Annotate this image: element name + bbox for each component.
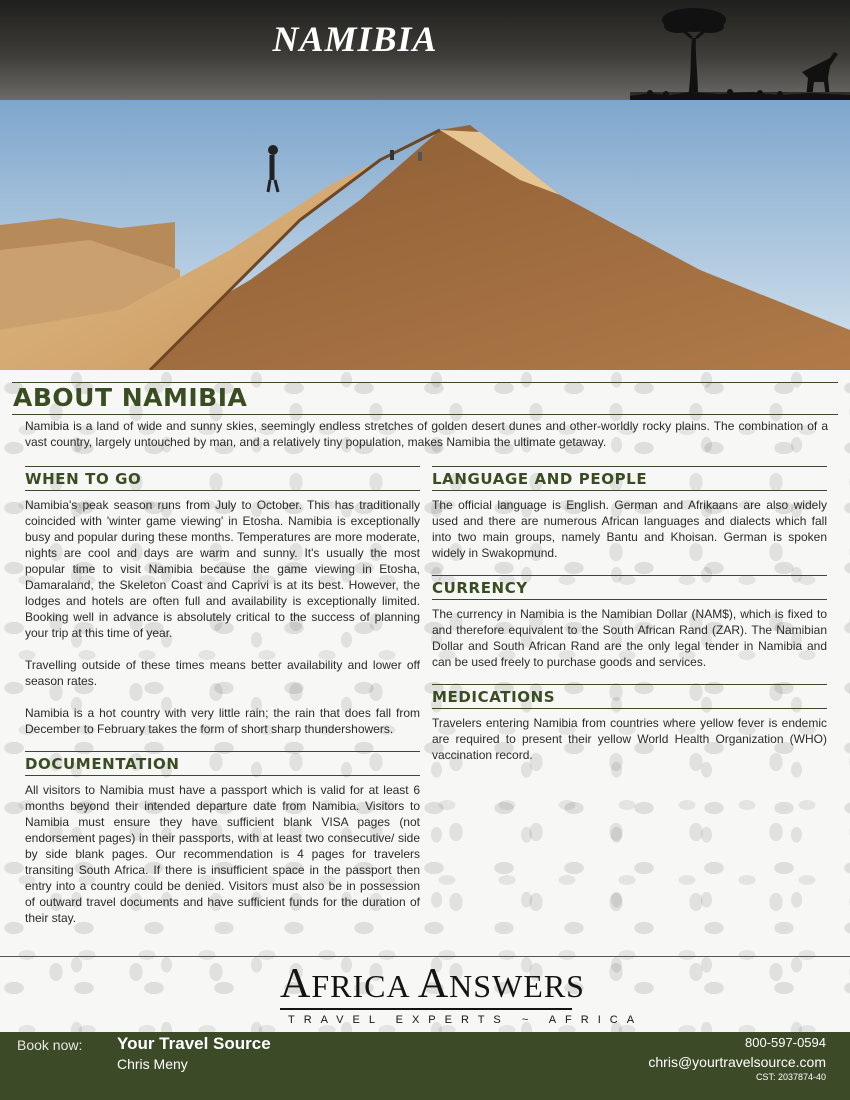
agent-name: Chris Meny [117, 1056, 188, 1072]
phone-number[interactable]: 800-597-0594 [745, 1035, 826, 1050]
about-heading: ABOUT NAMIBIA [13, 383, 248, 412]
currency-heading: CURRENCY [432, 575, 827, 600]
dune-illustration [0, 100, 850, 370]
divider [0, 956, 850, 957]
acacia-giraffe-silhouette-icon [630, 0, 850, 100]
agency-name: Your Travel Source [117, 1034, 271, 1053]
documentation-paragraph: All visitors to Namibia must have a passport which is valid for at least 6 months beyond their intended departure date from Namibia. Visitors to Namibia must ensure they have sufficient blank VISA pages (not endorsement pages) in their passports, with at least two consecutive/ side by side blank pages. Our recommendation is 4 pages for travelers transiting South Africa. If there is insufficient space in the passport then entry into a country could be denied. Visitors must also be in possession of outward travel documents and have sufficient funds for the duration of their stay. [25, 783, 420, 925]
currency-paragraph: The currency in Namibia is the Namibian Dollar (NAM$), which is fixed to and therefore equivalent to the South African Rand (ZAR). The Namibian Dollar and South African Rand are the only legal tender in Namibia and can be used freely to purchase goods and services. [432, 607, 827, 669]
language-paragraph: The official language is English. German and Afrikaans are also widely used and there are numerous African languages and dialects which fall into two main groups, namely Bantu and Khoisan. German is spoken widely in Swakopmund. [432, 498, 827, 560]
left-column [25, 466, 420, 926]
when-to-go-paragraph: Travelling outside of these times means better availability and lower off season rates. [25, 658, 420, 688]
right-column [432, 466, 827, 763]
medications-heading: MEDICATIONS [432, 684, 827, 709]
email-link[interactable]: chris@yourtravelsource.com [648, 1054, 826, 1070]
when-to-go-paragraph: Namibia's peak season runs from July to October. This has traditionally coincided with 'winter game viewing' in Etosha. Namibia is exceptionally busy and popular during these months. Temperatures are more moderate, nights are cool and days are warm and sunny. It's usually the most popular time to visit Namibia because the game viewing in Etosha, Damaraland, the Skeleton Coast and Caprivi is at its best. However, the lodges and hotels are often full and availability is exceptionally limited. Booking well in advance is absolutely critical to the success of planning your trip at this time of year. [25, 498, 420, 640]
logo-wordmark: AFRICA ANSWERS [280, 962, 572, 1010]
hero-dune-photo [0, 100, 850, 370]
africa-answers-logo [280, 961, 644, 1028]
footer-contact-bar [0, 1032, 850, 1100]
when-to-go-heading: WHEN TO GO [25, 466, 420, 491]
logo-tagline: TRAVEL EXPERTS ~ AFRICA [288, 1014, 644, 1026]
documentation-heading: DOCUMENTATION [25, 751, 420, 776]
divider [12, 414, 838, 415]
page-title: NAMIBIA [272, 19, 438, 59]
language-heading: LANGUAGE AND PEOPLE [432, 466, 827, 491]
cst-number: CST: 2037874-40 [755, 1072, 826, 1082]
about-paragraph: Namibia is a land of wide and sunny skies, seemingly endless stretches of golden desert dunes and other-worldly rocky plains. The combination of a vast country, largely untouched by man, and a relatively tiny population, makes Namibia the ultimate getaway. [25, 419, 828, 449]
when-to-go-paragraph: Namibia is a hot country with very little rain; the rain that does fall from December to February takes the form of short sharp thundershowers. [25, 706, 420, 736]
header-banner [0, 0, 850, 100]
book-now-label: Book now: [17, 1037, 83, 1053]
medications-paragraph: Travelers entering Namibia from countries where yellow fever is endemic are required to present their yellow World Health Organization (WHO) vaccination record. [432, 716, 827, 762]
